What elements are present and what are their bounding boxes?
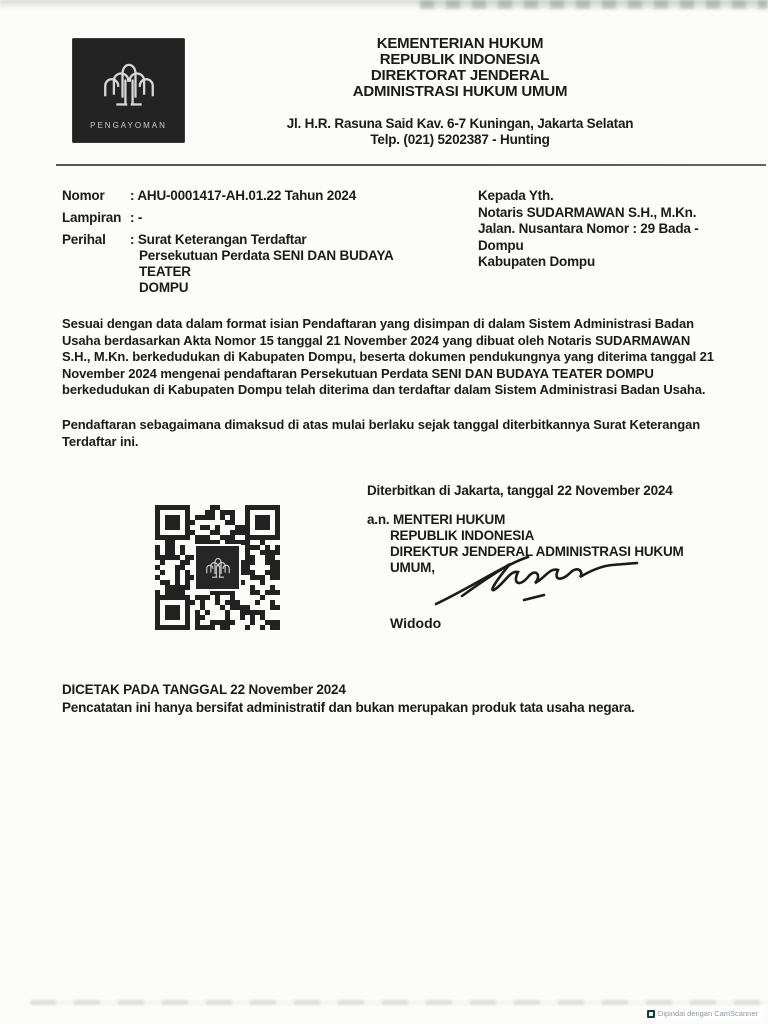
ministry-logo: [72, 38, 185, 143]
letterhead-org: [240, 36, 680, 100]
recipient-block: [478, 188, 718, 271]
letterhead-address: [240, 116, 680, 148]
lampiran-label: Lampiran: [62, 210, 122, 225]
address-line: Telp. (021) 5202387 - Hunting: [370, 132, 550, 147]
qr-center-logo: [196, 546, 239, 589]
issued-line: Diterbitkan di Jakarta, tanggal 22 November 2024: [367, 483, 673, 498]
logo-caption: PENGAYOMAN: [90, 121, 167, 130]
perihal-value: [130, 232, 422, 296]
scan-artifact-top: [0, 0, 768, 10]
meta-row-lampiran: [62, 210, 422, 226]
nomor-value: : AHU-0001417-AH.01.22 Tahun 2024: [130, 188, 356, 203]
perihal-line: Persekutuan Perdata SENI DAN BUDAYA TEATER: [139, 248, 394, 279]
body-paragraph-2: Pendaftaran sebagaimana dimaksud di atas mulai berlaku sejak tanggal diterbitkannya Surat Keterangan Terdaftar ini.: [62, 417, 701, 449]
org-line: ADMINISTRASI HUKUM UMUM: [352, 83, 568, 100]
org-line: DIREKTORAT JENDERAL: [370, 67, 550, 84]
disclaimer-line: Pencatatan ini hanya bersifat administratif dan bukan merupakan produk tata usaha negara.: [62, 700, 635, 715]
pengayoman-emblem-icon: [201, 552, 235, 584]
org-line: REPUBLIK INDONESIA: [379, 51, 541, 68]
lampiran-value: : -: [130, 210, 143, 225]
recipient-line: Kepada Yth.: [478, 188, 554, 203]
handwritten-signature: [432, 550, 652, 610]
recipient-line: Notaris SUDARMAWAN S.H., M.Kn.: [478, 204, 697, 220]
meta-row-perihal: [62, 232, 422, 296]
camscanner-icon: [647, 1010, 655, 1018]
org-line: KEMENTERIAN HUKUM: [376, 35, 544, 52]
scan-artifact-bottom: [30, 1000, 768, 1005]
body-paragraph-1: Sesuai dengan data dalam format isian Pendaftaran yang disimpan di dalam Sistem Administrasi Badan Usaha berdasarkan Akta Nomor 15 tanggal 21 November 2024 yang dibuat oleh Notaris SUDARMAWAN S.H., M.Kn. berkedudukan di Kabupaten Dompu, beserta dokumen pendukungnya yang diterima tanggal 21 November 2024 mengenai pendaftaran Persekutuan Perdata SENI DAN BUDAYA TEATER DOMPU berkedudukan di Kabupaten Dompu telah diterima dan terdaftar dalam Sistem Administrasi Badan Usaha.: [62, 316, 714, 398]
pengayoman-emblem-icon: [93, 51, 165, 119]
perihal-label: Perihal: [62, 232, 106, 247]
camscanner-watermark: [643, 1008, 762, 1019]
camscanner-text: Dipindai dengan CamScanner: [657, 1009, 758, 1018]
on-behalf-line: a.n. MENTERI HUKUM: [367, 512, 506, 527]
perihal-line: : Surat Keterangan Terdaftar: [130, 232, 307, 247]
recipient-line: Jalan. Nusantara Nomor : 29 Bada -: [478, 221, 699, 236]
signer-org-line: DIREKTUR JENDERAL ADMINISTRASI HUKUM UMUM,: [390, 544, 684, 575]
address-line: Jl. H.R. Rasuna Said Kav. 6-7 Kuningan, Jakarta Selatan: [286, 116, 634, 131]
header-divider: [56, 164, 766, 166]
nomor-label: Nomor: [62, 188, 105, 203]
perihal-line: DOMPU: [139, 280, 189, 295]
recipient-line: Dompu: [478, 237, 524, 253]
meta-row-nomor: [62, 188, 422, 204]
printed-date-line: DICETAK PADA TANGGAL 22 November 2024: [62, 682, 346, 697]
signer-name: Widodo: [390, 615, 442, 631]
footer-block: [62, 681, 722, 717]
qr-code: [155, 505, 280, 630]
signer-org-line: REPUBLIK INDONESIA: [390, 528, 535, 543]
recipient-line: Kabupaten Dompu: [478, 254, 595, 269]
letter-meta: [62, 188, 422, 302]
